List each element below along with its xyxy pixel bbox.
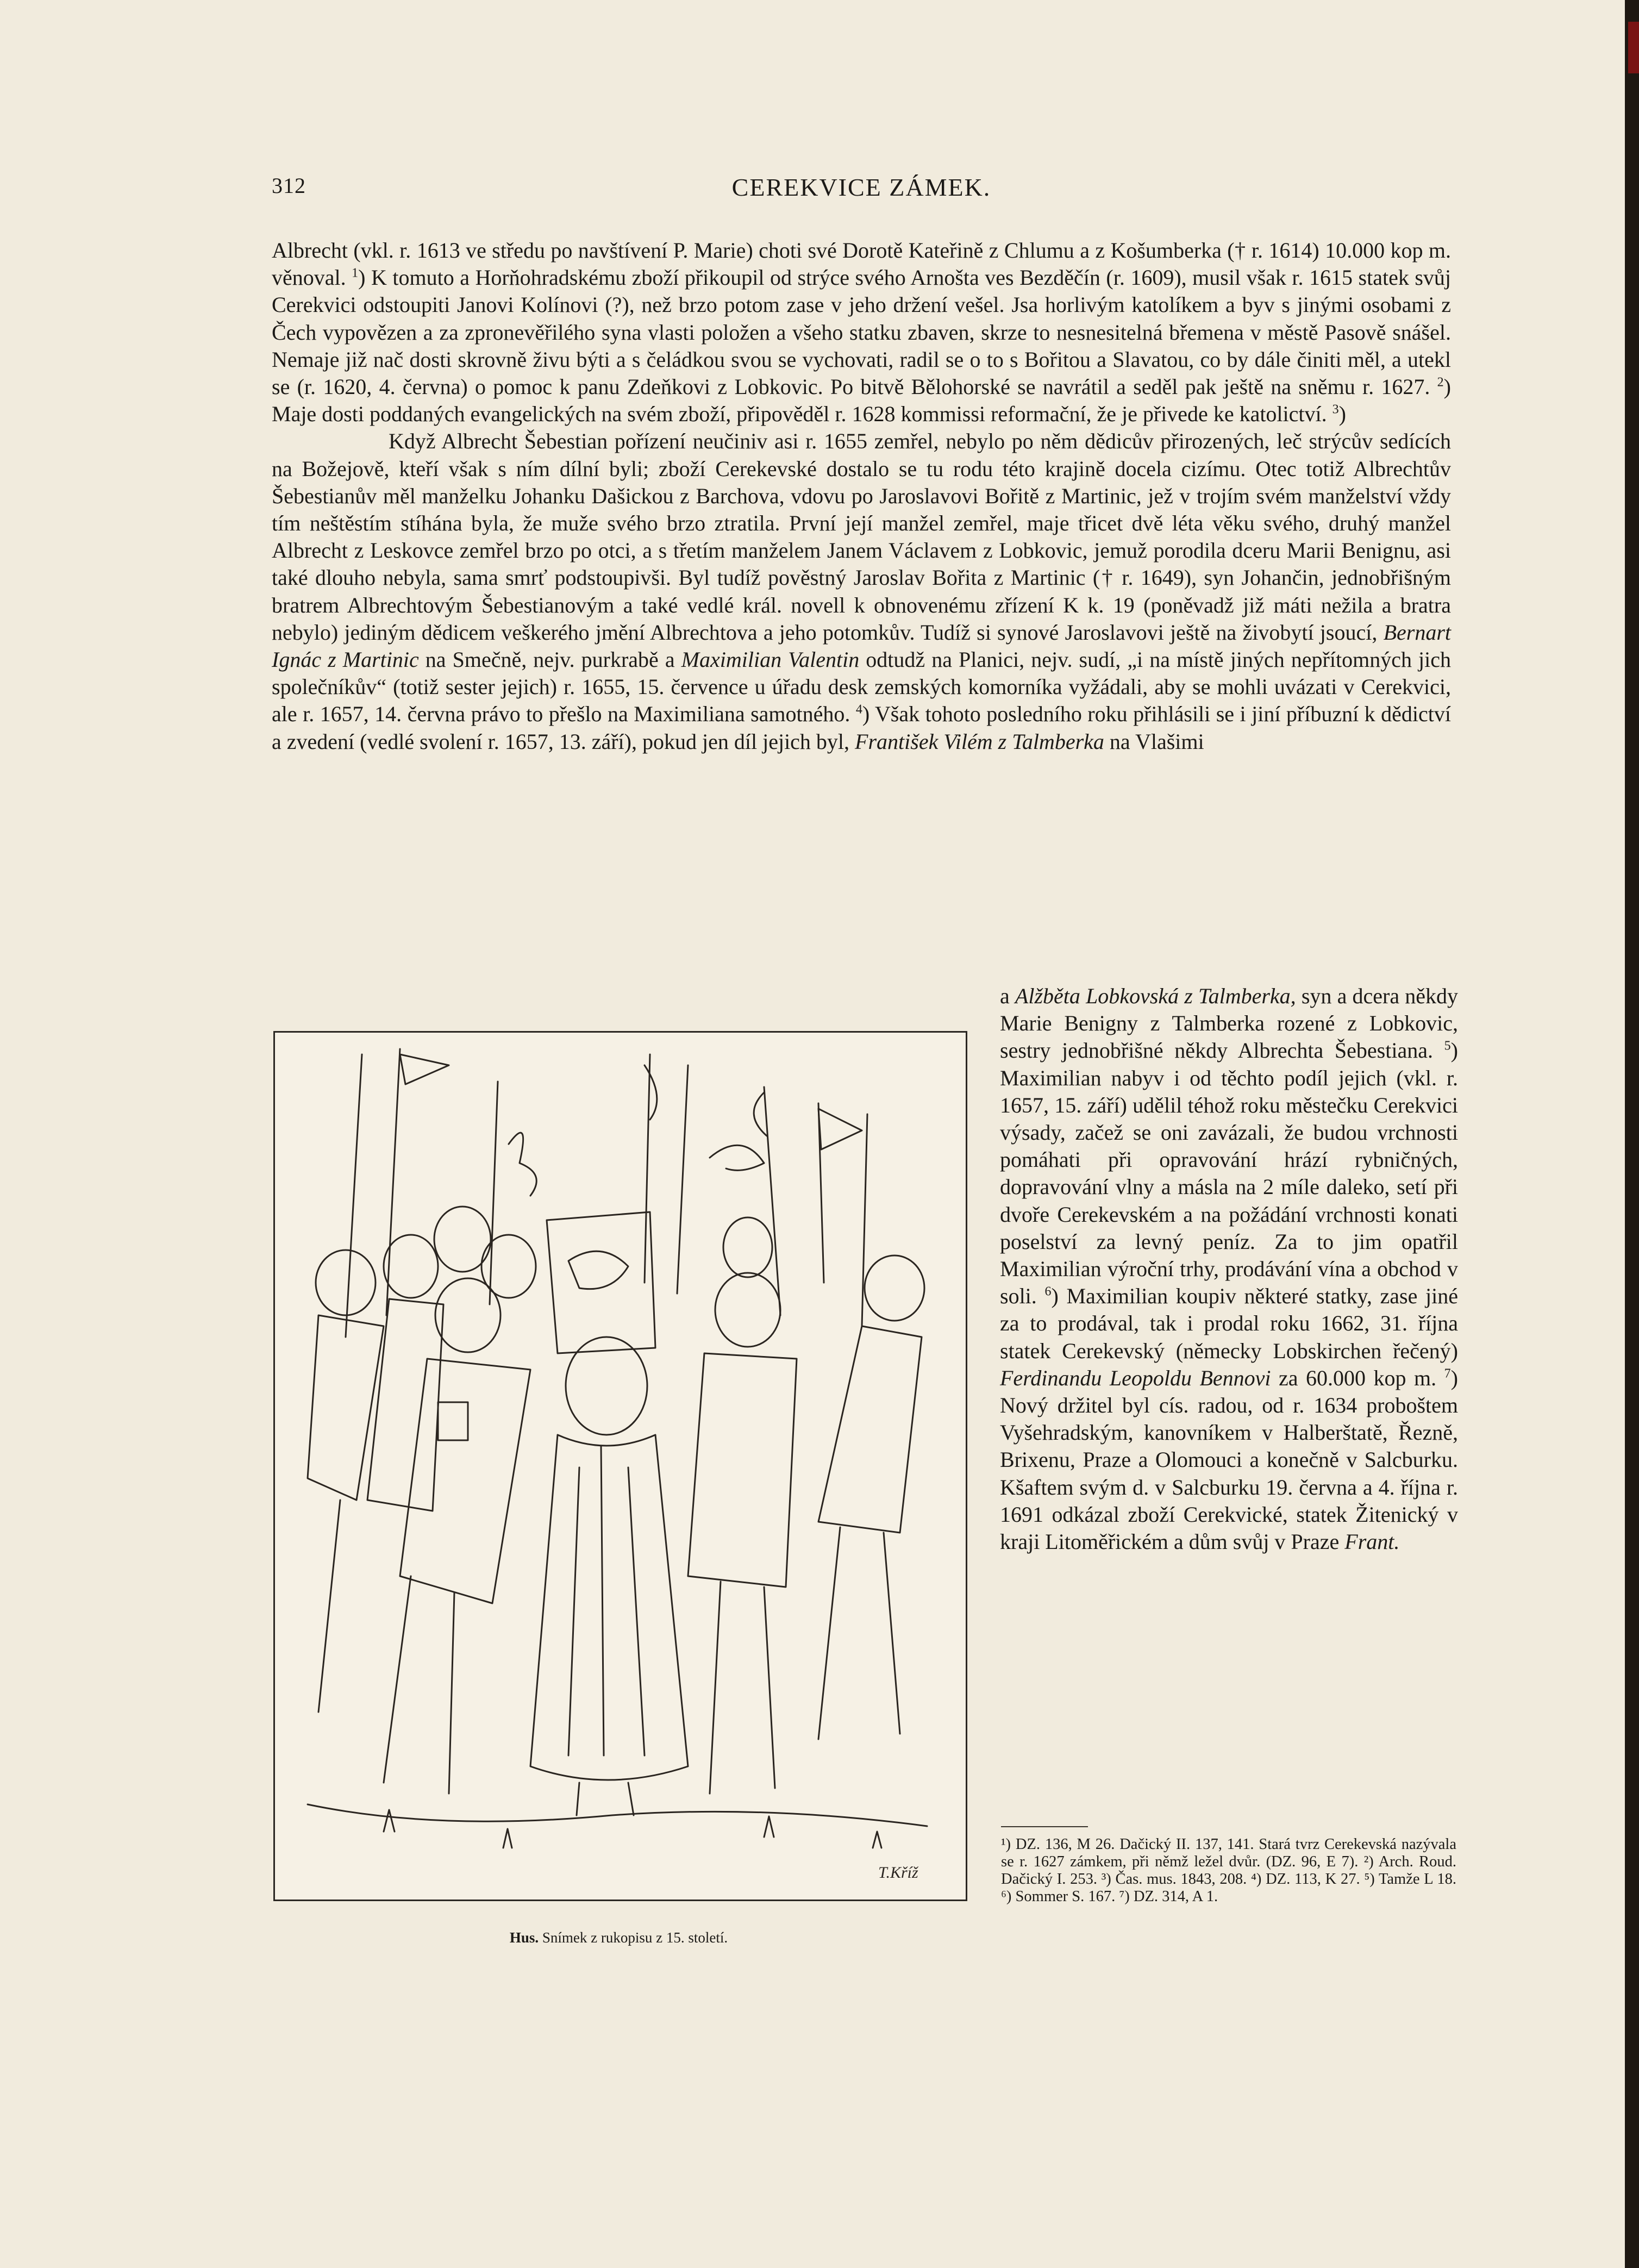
pike (645, 1054, 650, 1283)
figure-caption-title: Hus. (509, 1929, 539, 1946)
hus-feet (577, 1783, 634, 1815)
italic-name: Frant. (1344, 1529, 1400, 1554)
soldier-head (316, 1250, 376, 1315)
footnote-rule (1001, 1826, 1088, 1827)
robe-fold (628, 1467, 645, 1755)
soldier-body (367, 1299, 443, 1511)
figure-caption (273, 1929, 964, 1946)
text-run: Když Albrecht Šebestian pořízení neučiniv asi r. 1655 zemřel, nebylo po něm dědicův přirozených, leč strýcův sedících na Božejově, kteří však s ním dílní byli; zboží Cerekevské dostalo se tu rodu této krajině docela cizímu. Otec totiž Albrechtův Šebestianův měl manželku Johanku Dašickou z Barchova, vdovu po Jaroslavovi Bořitě z Martinic, jež v trojím svém manželství vždy tím neštěstím stíhána byla, že muže svého brzo ztratila. První její manžel zemřel, maje třicet dvě léta věku svého, druhý manžel Albrecht z Leskovce zemřel brzo po otci, a s třetím manželem Janem Václavem z Lobkovic, jemuž porodila dceru Marii Benignu, asi také dlouho nebyla, sama smrť podstoupivši. Byl tudíž pověstný Jaroslav Bořita z Martinic († r. 1649), syn Johančin, jednobřišným bratrem Albrechtovým Šebestianovým a také vedlé král. novell k obnovenému zřízení K k. 19 (poněvadž již máti nežila a bratra nebylo) jediným dědicem veškerého jmění Albrechtova a jeho potomkův. Tudíž si synové Jaroslavovi ještě na živobytí jsoucí, (272, 429, 1451, 645)
soldier-head (384, 1235, 438, 1298)
robe-fold (568, 1467, 579, 1755)
footnote-ref: 4 (855, 703, 862, 717)
page-header (272, 173, 1451, 211)
devil-branch (710, 1145, 764, 1170)
soldier-body (400, 1359, 530, 1603)
soldier-leg (764, 1587, 775, 1788)
figure-caption-text: Snímek z rukopisu z 15. století. (539, 1929, 728, 1946)
page-number: 312 (272, 173, 306, 198)
italic-name: Alžběta Lobkovská z Talmberka, (1015, 984, 1296, 1008)
paragraph (1001, 1836, 1456, 1905)
hus-robe (530, 1435, 688, 1780)
text-run: odtudž na Planici, nejv. sudí, „i na místě jiných nepřítomných jich společníkův“ (totiž sester jejich) r. 1655, 15. července u úřadu desk zemských komorníka vyžádali, aby se mohli uvázati v Cerekvici, ale r. 1657, 14. června právo to přešlo na Maximiliana samotného. (272, 647, 1452, 727)
illustration-hus (273, 1031, 967, 1901)
text-run: ) (1338, 402, 1346, 427)
grass-tufts (384, 1810, 881, 1848)
halberd-blade (645, 1065, 657, 1120)
main-text-block (272, 237, 1451, 755)
paragraph (272, 237, 1451, 428)
right-column-text (1000, 983, 1458, 1555)
pike (490, 1082, 498, 1304)
running-head: CEREKVICE ZÁMEK. (731, 173, 991, 201)
paragraph (1000, 983, 1458, 1555)
footnotes (1001, 1836, 1456, 1905)
pennant (400, 1054, 449, 1084)
footnote-ref: 2 (1437, 375, 1444, 390)
text-run: ¹) DZ. 136, M 26. Dačický II. 137, 141. Stará tvrz Cerekevská nazývala se r. 1627 zámkem, při němž ležel dvůr. (DZ. 96, E 7). ²) Arch. Roud. Dačický I. 253. ³) Čas. mus. 1843, 208. ⁴) DZ. 113, K 27. ⁵) Tamže L 18. ⁶) Sommer S. 167. ⁷) DZ. 314, A 1. (1001, 1836, 1456, 1905)
text-run: ) Maximilian nabyv i od těchto podíl jejich (vkl. r. 1657, 15. září) udělil téhož roku městečku Cerekvici výsady, začež se oni zavázali, že budou vrchnosti pomáhati při opravování hrází rybničných, dopravování vlny a másla na 2 míle daleko, setí při dvoře Cerekevském a na požádání vrchnosti konati poselství za levný peníz. Za to jim opatřil Maximilian výroční trhy, prodávání vína a obchod v soli. (1000, 1038, 1458, 1309)
soldier-leg (384, 1576, 411, 1783)
text-run: na Vlašimi (1104, 729, 1204, 754)
page-edge-marker (1628, 22, 1639, 73)
footnote-ref: 6 (1044, 1284, 1052, 1299)
pennant (818, 1109, 862, 1149)
italic-name: Maximilian Valentin (681, 647, 860, 672)
page-edge (1625, 0, 1639, 2268)
soldier-head (723, 1217, 772, 1277)
soldier-body (308, 1315, 384, 1500)
robe-fold (601, 1446, 604, 1755)
soldier-body (688, 1353, 797, 1587)
text-run: ) Nový držitel byl cís. radou, od r. 1634 proboštem Vyšehradským, kanovníkem v Halberštatě, Řezně, Brixenu, Praze a Olomouci a konečně v Salcburku. Kšaftem svým d. v Salcburku 19. června a 4. října r. 1691 odkázal zboží Cerekvické, statek Žitenický v kraji Litoměřickém a dům svůj v Praze (1000, 1365, 1458, 1554)
pike (677, 1065, 688, 1294)
italic-name: Ferdinandu Leopoldu Bennovi (1000, 1365, 1271, 1390)
footnote-ref: 1 (352, 266, 359, 280)
text-run: na Smečně, nejv. purkrabě a (418, 647, 681, 672)
soldier-body (818, 1326, 922, 1533)
pike (764, 1087, 780, 1315)
italic-name: Bernart Ignác z Martinic (272, 620, 1451, 672)
footnote-ref: 3 (1332, 402, 1339, 417)
text-run: za 60.000 kop m. (1271, 1365, 1444, 1390)
soldier-leg (318, 1500, 340, 1712)
illustration-drawing (275, 1033, 966, 1900)
soldier-shield-emblem (438, 1402, 468, 1440)
italic-name: František Vilém z Talmberka (855, 729, 1104, 754)
hus-head (566, 1337, 647, 1435)
text-run: ) K tomuto a Horňohradskému zboží přikoupil od strýce svého Arnošta ves Bezděčín (r. 1609), musil však r. 1615 statek svůj Cerekvici odstoupiti Janovi Kolínovi (?), než brzo potom zase v jeho držení vešel. Jsa horlivým katolíkem a byv s jinými osobami z Čech vypovězen a za zpronevěřilého syna vlasti položen a všeho statku zbaven, skrze to nesnesitelná břemena v městě Pasově snášel. Nemaje již nač dosti skrovně živu býti a s čeládkou svou se vychovati, radil se o to s Bořitou a Slavatou, co by dále činiti měl, a utekl se (r. 1620, 4. června) o pomoc k panu Zdeňkovi z Lobkovic. Po bitvě Bělohorské se navrátil a seděl pak ještě na sněmu r. 1627. (272, 265, 1452, 399)
soldier-leg (884, 1533, 900, 1734)
soldier-leg (449, 1592, 454, 1794)
text-run: syn a dcera někdy Marie Benigny z Talmberka rozené z Lobkovic, sestry jednobřišné někdy Albrechta Šebestiana. (1000, 984, 1458, 1063)
soldier-head (865, 1255, 924, 1321)
heretic-hat (547, 1212, 655, 1353)
devil-branch (509, 1133, 536, 1196)
footnote-ref: 5 (1444, 1039, 1451, 1054)
soldier-head (435, 1278, 501, 1352)
text-run: a (1000, 984, 1015, 1008)
soldier-head (715, 1273, 780, 1347)
soldier-leg (818, 1527, 840, 1739)
ground-line (308, 1804, 927, 1826)
text-run: Albrecht (vkl. r. 1613 ve středu po navštívení P. Marie) choti své Dorotě Kateřině z Chlumu a z Košumberka († r. 1614) 10.000 kop m. věnoval. (272, 238, 1451, 290)
paragraph (272, 428, 1451, 755)
hat-devil (568, 1251, 628, 1289)
artist-signature: T.Kříž (878, 1864, 918, 1882)
text-run: ) Maje dosti poddaných evangelických na svém zboží, připověděl r. 1628 kommissi reformační, že je přivede ke katolictví. (272, 374, 1451, 427)
soldier-leg (710, 1582, 721, 1794)
pike (386, 1049, 400, 1315)
pike (346, 1054, 362, 1337)
text-run: ) Však tohoto posledního roku přihlásili se i jiní příbuzní k dědictví a zvedení (vedlé svolení r. 1657, 13. září), pokud jen díl jejich byl, (272, 702, 1451, 754)
footnote-ref: 7 (1444, 1366, 1451, 1381)
text-run: ) Maximilian koupiv některé statky, zase jiné za to prodával, tak i prodal roku 1662, 31. října statek Cerekevský (německy Lobskirchen řečený) (1000, 1284, 1459, 1363)
